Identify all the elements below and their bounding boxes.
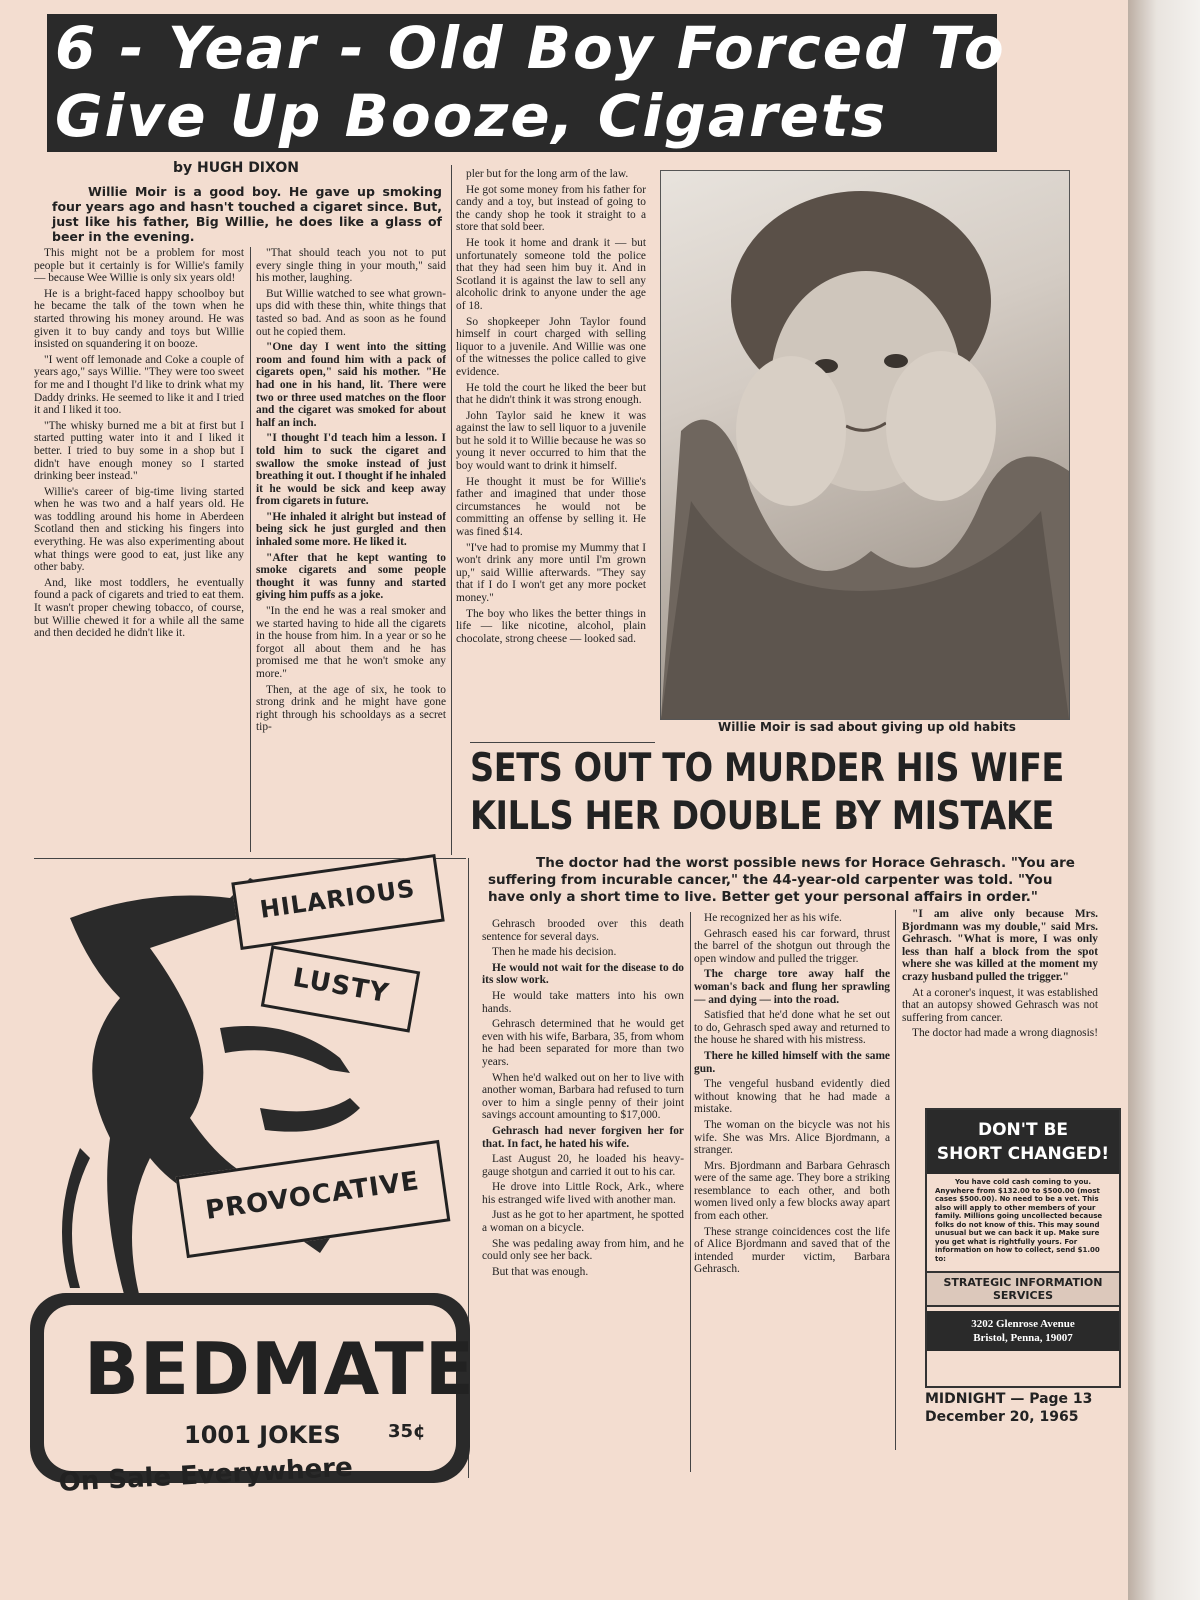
bedmate-logo-inner <box>44 1305 475 1471</box>
paragraph: "I've had to promise my Mummy that I won't drink any more until I'm grown up," said Willie afterwards. "They say that if I do I won't get any more pocket money." <box>456 541 646 604</box>
photo-caption: Willie Moir is sad about giving up old habits <box>718 720 1016 734</box>
article-column-6 <box>902 908 1098 1108</box>
paragraph: "He inhaled it alright but instead of being sick he just gurgled and then inhaled some more. He liked it. <box>256 510 446 549</box>
paragraph: Gehrasch eased his car forward, thrust the barrel of the shotgun out through the open window and pulled the trigger. <box>694 927 890 965</box>
paragraph: He thought it must be for Willie's father and imagined that under those circumstances he would not be committing an offense by selling it. He was fined $14. <box>456 475 646 539</box>
paragraph: "That should teach you not to put every single thing in your mouth," said his mother, laughing. <box>256 247 446 285</box>
paragraph: So shopkeeper John Taylor found himself in court charged with selling liquor to a juvenile. And Willie was one of the witnesses the police called to give evidence. <box>456 315 646 378</box>
paragraph: "After that he kept wanting to smoke cigarets and some people thought it was funny and started giving him puffs as a joke. <box>256 551 446 602</box>
paragraph: Satisfied that he'd done what he set out to do, Gehrasch sped away and returned to the house he shared with his mistress. <box>694 1009 890 1047</box>
provocative-sign: PROVOCATIVE <box>176 1140 451 1258</box>
short-changed-advertisement <box>925 1108 1121 1388</box>
byline: by HUGH DIXON <box>173 160 299 176</box>
sidebar-ad-heading-1: DON'T BE <box>977 1120 1069 1140</box>
paragraph: The boy who likes the better things in life — like nicotine, alcohol, plain chocolate, strong cheese — looked sad. <box>456 607 646 645</box>
paragraph: He got some money from his father for candy and a toy, but instead of going to the candy shop he took it straight to a store that sold beer. <box>456 183 646 234</box>
paragraph: The charge tore away half the woman's back and flung her sprawling — and dying — into the road. <box>694 968 890 1006</box>
paragraph: Mrs. Bjordmann and Barbara Gehrasch were of the same age. They bore a striking resemblance to each other, and both women lived only a few blocks away apart from each other. <box>694 1159 890 1223</box>
footer-publication: MIDNIGHT — Page 13 <box>925 1391 1093 1407</box>
bedmate-title: BEDMATE <box>84 1327 475 1411</box>
sidebar-ad-body-title: You have cold cash coming to you. <box>954 1178 1092 1186</box>
paragraph: "In the end he was a real smoker and we started having to hide all the cigarets in the house from him. In a year or so he forgot all about them and he has promised me that he won't smoke any more." <box>256 605 446 680</box>
paragraph: At a coroner's inquest, it was established that an autopsy showed Gehrasch was not suffering from cancer. <box>902 986 1098 1024</box>
paragraph: The doctor had made a wrong diagnosis! <box>912 1027 1098 1040</box>
paragraph: "I thought I'd teach him a lesson. I told him to suck the cigaret and swallow the smoke instead of just breathing it out. I thought if he inhaled it he would be sick and keep away from cigarets in future. <box>256 432 446 508</box>
headline-banner <box>47 14 1006 152</box>
article-column-4 <box>482 918 684 1470</box>
paragraph: "I am alive only because Mrs. Bjordmann was my double," said Mrs. Gehrasch. "What is more, I was only less than half a block from the spot where she was killed at the moment my crazy husband pulled the trigger." <box>902 908 1098 983</box>
on-sale-text: On Sale Everywhere <box>58 1452 354 1498</box>
boy-photo <box>660 170 1070 720</box>
sidebar-ad-heading <box>927 1110 1119 1174</box>
headline-2 <box>470 745 1064 841</box>
paragraph: This might not be a problem for most people but it certainly is for Willie's family — because Wee Willie is only six years old! <box>34 247 244 285</box>
paragraph: He is a bright-faced happy schoolboy but he became the talk of the town when he started throwing his money around. He was given it to buy candy and toys but Willie insisted on squandering it on booze. <box>34 287 244 351</box>
article-column-1 <box>34 247 244 857</box>
sidebar-ad-org: STRATEGIC INFORMATION SERVICES <box>927 1271 1119 1307</box>
footer-date: December 20, 1965 <box>925 1409 1079 1425</box>
paragraph: "One day I went into the sitting room and found him with a pack of cigarets open," said his mother. "He had one in his hand, lit. There were two or three used matches on the floor and the cigaret was smoked for about half an inch. <box>256 341 446 429</box>
paragraph: He told the court he liked the beer but that he didn't think it was strong enough. <box>456 381 646 407</box>
sidebar-ad-address-2: Bristol, Penna, 19007 <box>973 1332 1073 1344</box>
paragraph: But that was enough. <box>492 1265 589 1278</box>
sidebar-ad-address <box>927 1311 1119 1351</box>
sidebar-ad-heading-2: SHORT CHANGED! <box>936 1144 1110 1164</box>
paragraph: "I went off lemonade and Coke a couple of years ago," says Willie. "They were too sweet for me and I thought I'd like to drink what my Daddy drinks. He seemed to like it and I tried it and I liked it too. <box>34 353 244 417</box>
bedmate-jokes: 1001 JOKES <box>184 1421 341 1449</box>
headline-2-line-1: SETS OUT TO MURDER HIS WIFE <box>470 746 1064 791</box>
paragraph: He would not wait for the disease to do its slow work. <box>482 961 684 987</box>
paragraph: Willie's career of big-time living started when he was two and a half years old. He was toddling around his home in Aberdeen Scotland then and sticking his fingers into everything. He was also experimenting about what things were good to eat, just like any other baby. <box>34 485 244 574</box>
bedmate-advertisement <box>30 858 475 1518</box>
paragraph: The vengeful husband evidently died without knowing that he had made a mistake. <box>694 1078 890 1116</box>
article-column-3 <box>456 168 646 750</box>
lead-paragraph: Willie Moir is a good boy. He gave up smoking four years ago and hasn't touched a cigaret since. But, just like his father, Big Willie, he does like a glass of beer in the evening. <box>52 184 442 244</box>
paragraph: He recognized her as his wife. <box>704 912 842 924</box>
paragraph: John Taylor said he knew it was against the law to sell liquor to a juvenile but he sold it to Willie because he was so young it never occurred to him that the boy would want to drink it himself. <box>456 409 646 473</box>
sidebar-ad-body <box>927 1174 1119 1267</box>
paragraph: When he'd walked out on her to live with another woman, Barbara had refused to turn over to him a single penny of their joint savings account amounting to $17,000. <box>482 1071 684 1122</box>
bedmate-logo-box <box>30 1293 475 1483</box>
lead-paragraph-2: The doctor had the worst possible news for Horace Gehrasch. "You are suffering from incurable cancer," the 44-year-old carpenter was told. "You have only a short time to live. Better get your personal affairs in order." <box>488 855 1075 905</box>
sidebar-ad-body-text: Anywhere from $132.00 to $500.00 (most cases $500.00). No need to be a vet. This also will apply to other members of your family. Millions going uncollected because folks do not know of this. This may sound unusual but we can back it up. Make sure you get what is rightfully yours. For information on how to collect, send $1.00 to: <box>935 1186 1103 1263</box>
page-edge <box>1128 0 1200 1600</box>
paragraph: Just as he got to her apartment, he spotted a woman on a bicycle. <box>482 1209 684 1235</box>
paragraph: He took it home and drank it — but unfortunately someone told the police that they had seen him buy it. And in Scotland it is against the law to sell any alcoholic drink to anyone under the age of 18. <box>456 236 646 312</box>
paragraph: Then he made his decision. <box>492 946 617 959</box>
paragraph: Last August 20, he loaded his heavy-gauge shotgun and carried it out to his car. <box>482 1153 684 1178</box>
paragraph: Gehrasch determined that he would get even with his wife, Barbara, 35, from whom he had been separated for more than two years. <box>482 1018 684 1068</box>
page-footer <box>925 1390 1092 1426</box>
lusty-sign: LUSTY <box>261 945 420 1032</box>
paragraph: Gehrasch brooded over this death sentence for several days. <box>482 918 684 943</box>
headline-line-1: 6 - Year - Old Boy Forced To <box>55 14 1006 82</box>
paragraph: He would take matters into his own hands. <box>482 989 684 1015</box>
sidebar-ad-address-1: 3202 Glenrose Avenue <box>971 1318 1075 1330</box>
headline-line-2: Give Up Booze, Cigarets <box>55 82 888 150</box>
paragraph: pler but for the long arm of the law. <box>466 168 629 180</box>
paragraph: But Willie watched to see what grown-ups did with these thin, white things that tasted so bad. And as soon as he found out he copied them. <box>256 287 446 338</box>
paragraph: These strange coincidences cost the life of Alice Bjordmann and saved that of the intended murder victim, Barbara Gehrasch. <box>694 1225 890 1276</box>
hilarious-sign: HILARIOUS <box>231 854 444 950</box>
article-column-5 <box>694 912 890 1468</box>
headline-2-line-2: KILLS HER DOUBLE BY MISTAKE <box>470 794 1054 839</box>
boy-portrait-image <box>661 171 1069 719</box>
paragraph: There he killed himself with the same gun. <box>694 1049 890 1075</box>
paragraph: She was pedaling away from him, and he could only see her back. <box>482 1237 684 1263</box>
paragraph: "The whisky burned me a bit at first but I started putting water into it and I liked it better. I tried to buy some in a shop but I didn't have enough money so I started drinking beer instead." <box>34 419 244 483</box>
paragraph: Then, at the age of six, he took to strong drink and he might have gone right through his schooldays as a secret tip- <box>256 683 446 734</box>
paragraph: Gehrasch had never forgiven her for that. In fact, he hated his wife. <box>482 1124 684 1150</box>
paragraph: And, like most toddlers, he eventually found a pack of cigarets and tried to eat them. It wasn't proper chewing tobacco, of course, but Willie chewed it for a while all the same and then decided he didn't like it. <box>34 576 244 640</box>
paragraph: He drove into Little Rock, Ark., where his estranged wife lived with another man. <box>482 1181 684 1206</box>
bedmate-price: 35¢ <box>388 1421 426 1442</box>
paragraph: The woman on the bicycle was not his wife. She was Mrs. Alice Bjordmann, a stranger. <box>694 1118 890 1157</box>
article-column-2 <box>256 247 446 852</box>
